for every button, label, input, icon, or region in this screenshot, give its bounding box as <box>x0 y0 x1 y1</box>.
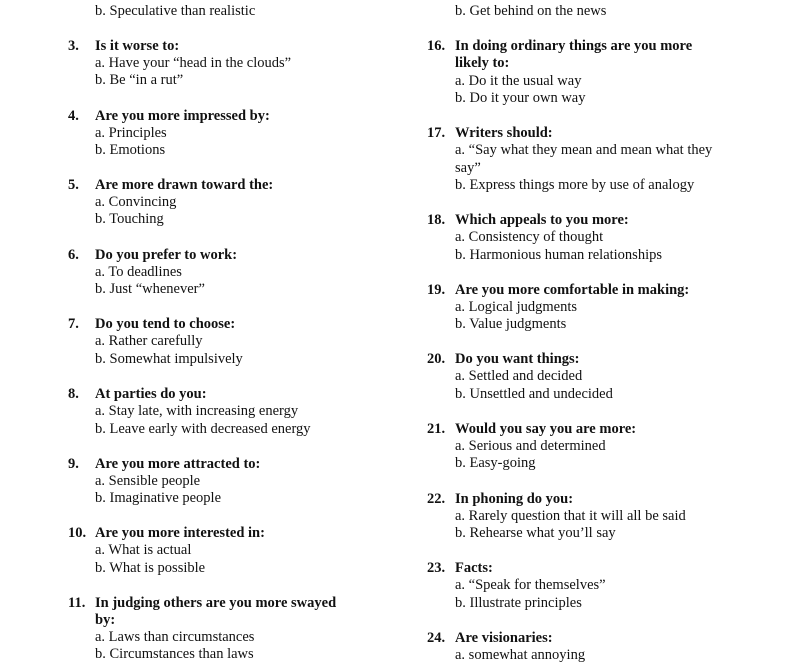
question-number: 19. <box>427 282 446 298</box>
question-number: 22. <box>427 491 446 507</box>
option-b: b. Just “whenever” <box>95 281 205 297</box>
question-text-continued: by: <box>95 612 116 628</box>
question-number: 21. <box>427 421 446 437</box>
question-number: 8. <box>68 386 79 402</box>
question-text: Are more drawn toward the: <box>95 177 274 193</box>
option-b: b. Illustrate principles <box>455 595 582 611</box>
option-a: a. What is actual <box>95 542 192 558</box>
question-text: At parties do you: <box>95 386 207 402</box>
option-b: b. Rehearse what you’ll say <box>455 525 616 541</box>
question-text: Are visionaries: <box>455 630 553 646</box>
option-b: b. Be “in a rut” <box>95 72 184 88</box>
option-b: b. Easy-going <box>455 455 536 471</box>
question-text: Would you say you are more: <box>455 421 637 437</box>
option-b: b. Leave early with decreased energy <box>95 421 311 437</box>
question-text: Facts: <box>455 560 493 576</box>
question-number: 20. <box>427 351 446 367</box>
option-a: a. Logical judgments <box>455 299 578 315</box>
question-text: Are you more comfortable in making: <box>455 282 690 298</box>
option-a: a. Consistency of thought <box>455 229 604 245</box>
question-number: 5. <box>68 177 79 193</box>
option-a: a. Principles <box>95 125 167 141</box>
question-number: 18. <box>427 212 446 228</box>
option-b: b. Unsettled and undecided <box>455 386 613 402</box>
option-b: b. Value judgments <box>455 316 567 332</box>
option-b: b. Touching <box>95 211 164 227</box>
option-b: b. Harmonious human relationships <box>455 247 663 263</box>
question-text: In doing ordinary things are you more <box>455 38 693 54</box>
option-a: a. “Say what they mean and mean what they <box>455 142 713 158</box>
question-text: Are you more attracted to: <box>95 456 261 472</box>
question-number: 16. <box>427 38 446 54</box>
question-number: 10. <box>68 525 87 541</box>
option-b: b. Express things more by use of analogy <box>455 177 695 193</box>
question-text: Writers should: <box>455 125 553 141</box>
question-text: In phoning do you: <box>455 491 574 507</box>
question-number: 9. <box>68 456 79 472</box>
question-text: Are you more impressed by: <box>95 108 270 124</box>
option-a: a. Serious and determined <box>455 438 606 454</box>
question-text: Do you prefer to work: <box>95 247 238 263</box>
option-a-continued: say” <box>455 160 481 176</box>
question-number: 17. <box>427 125 446 141</box>
option-a: a. Sensible people <box>95 473 201 489</box>
question-number: 4. <box>68 108 79 124</box>
option-a: a. Rarely question that it will all be said <box>455 508 686 524</box>
option-a: a. Laws than circumstances <box>95 629 255 645</box>
question-text: Is it worse to: <box>95 38 180 54</box>
question-number: 23. <box>427 560 446 576</box>
question-text: Are you more interested in: <box>95 525 265 541</box>
question-text: Do you want things: <box>455 351 580 367</box>
question-number: 24. <box>427 630 446 646</box>
question-text: Which appeals to you more: <box>455 212 629 228</box>
option-a: a. somewhat annoying <box>455 647 586 663</box>
option-b: b. Do it your own way <box>455 90 586 106</box>
option-a: a. Convincing <box>95 194 177 210</box>
option-a: a. To deadlines <box>95 264 182 280</box>
question-text-continued: likely to: <box>455 55 510 71</box>
option-a: a. “Speak for themselves” <box>455 577 606 593</box>
option-a: a. Settled and decided <box>455 368 583 384</box>
right-top-fragment: b. Get behind on the news <box>455 3 607 19</box>
option-b: b. Emotions <box>95 142 166 158</box>
option-b: b. What is possible <box>95 560 206 576</box>
question-text: Do you tend to choose: <box>95 316 236 332</box>
option-a: a. Have your “head in the clouds” <box>95 55 292 71</box>
left-top-fragment: b. Speculative than realistic <box>95 3 256 19</box>
question-text: In judging others are you more swayed <box>95 595 337 611</box>
question-number: 6. <box>68 247 79 263</box>
option-b: b. Somewhat impulsively <box>95 351 243 367</box>
option-b: b. Circumstances than laws <box>95 646 254 662</box>
option-a: a. Rather carefully <box>95 333 203 349</box>
option-b: b. Imaginative people <box>95 490 222 506</box>
question-number: 3. <box>68 38 79 54</box>
option-a: a. Stay late, with increasing energy <box>95 403 299 419</box>
question-number: 11. <box>68 595 86 611</box>
option-a: a. Do it the usual way <box>455 73 582 89</box>
question-number: 7. <box>68 316 79 332</box>
